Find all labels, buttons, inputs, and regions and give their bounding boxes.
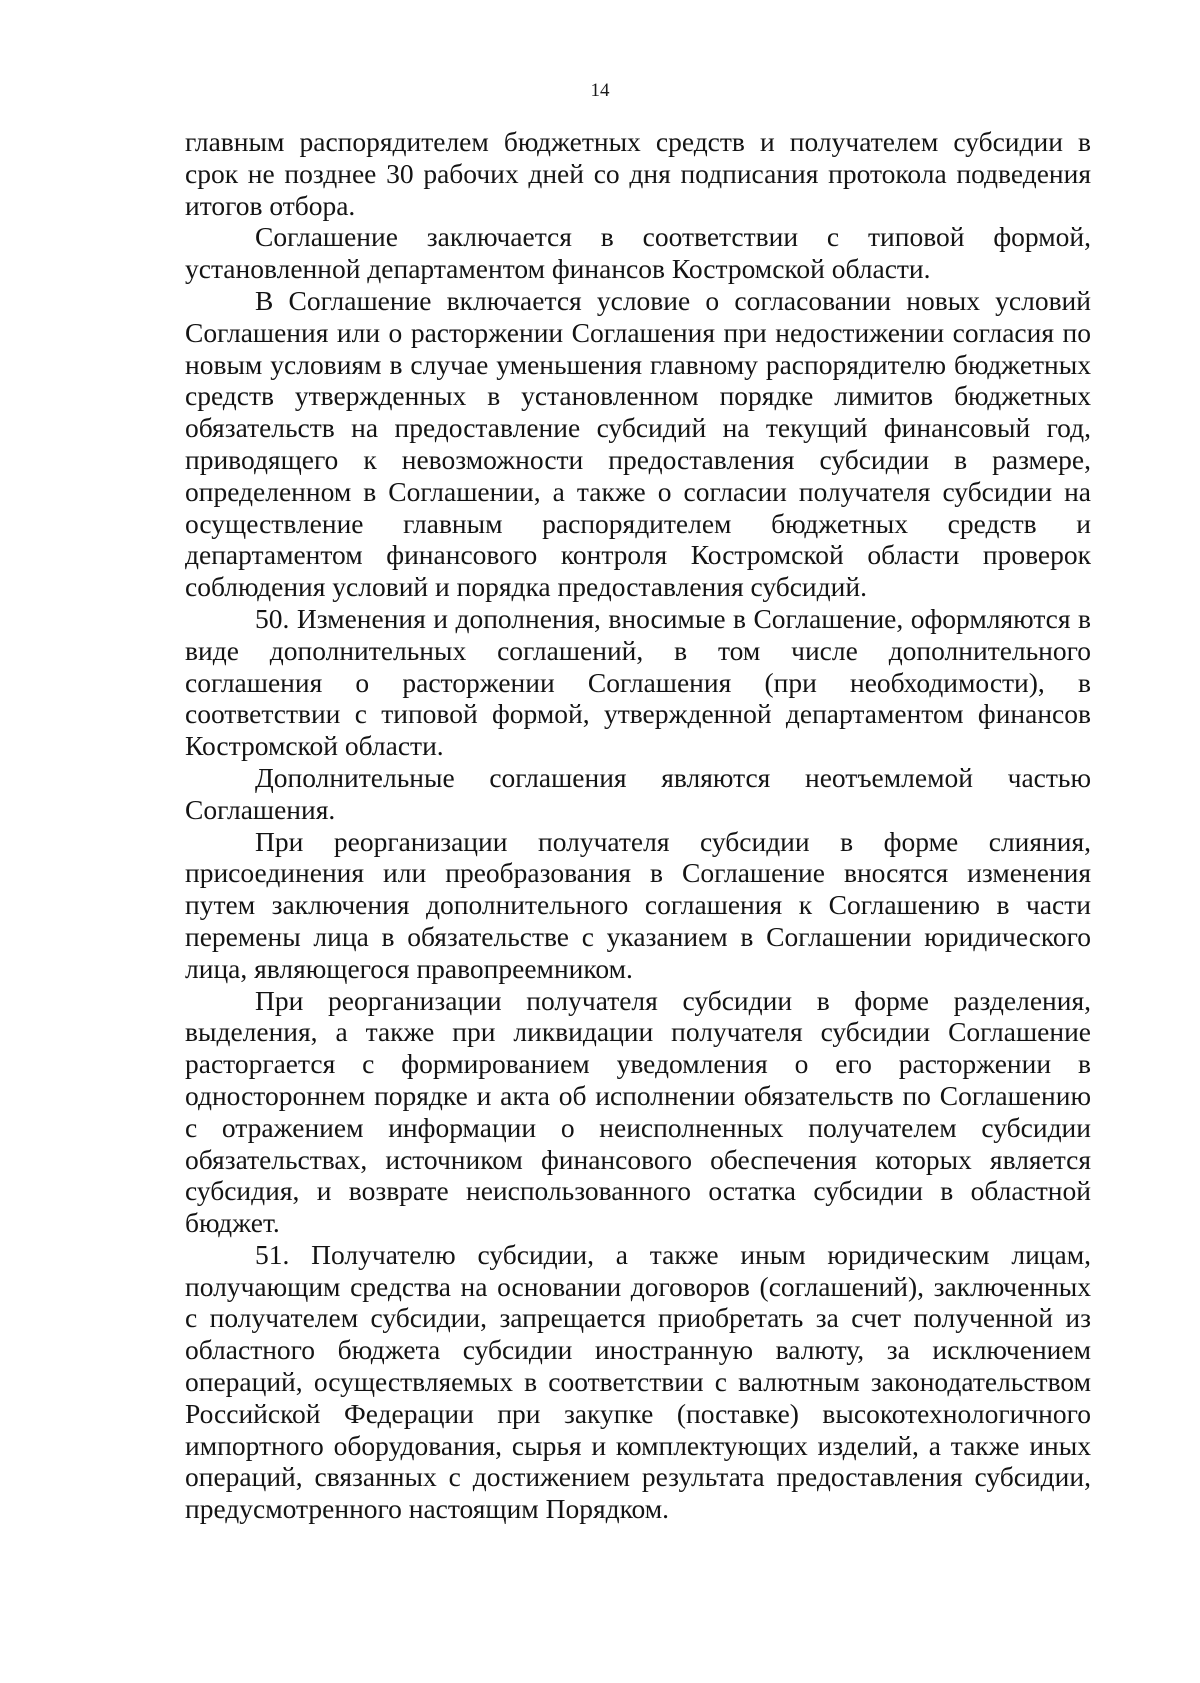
paragraph: Соглашение заключается в соответствии с типовой формой, установленной департаментом финансов Костромской области. bbox=[185, 221, 1091, 285]
paragraph: При реорганизации получателя субсидии в форме разделения, выделения, а также при ликвидации получателя субсидии Соглашение расторгается с формированием уведомления о его расторжении в одностороннем порядке и акта об исполнении обязательств по Соглашению с отражением информации о неисполненных получателем субсидии обязательствах, источником финансового обеспечения которых является субсидия, и возврате неиспользованного остатка субсидии в областной бюджет. bbox=[185, 984, 1091, 1239]
paragraph-item-50: 50. Изменения и дополнения, вносимые в Соглашение, оформляются в виде дополнительных соглашений, в том числе дополнительного соглашения о расторжении Соглашения (при необходимости), в соответствии с типовой формой, утвержденной департаментом финансов Костромской области. bbox=[185, 602, 1091, 762]
page-number: 14 bbox=[590, 80, 610, 101]
paragraph: Дополнительные соглашения являются неотъемлемой частью Соглашения. bbox=[185, 761, 1091, 825]
document-body bbox=[185, 126, 1091, 1525]
paragraph: При реорганизации получателя субсидии в форме слияния, присоединения или преобразования в Соглашение вносятся изменения путем заключения дополнительного соглашения к Соглашению в части перемены лица в обязательстве с указанием в Соглашении юридического лица, являющегося правопреемником. bbox=[185, 825, 1091, 984]
paragraph: главным распорядителем бюджетных средств и получателем субсидии в срок не позднее 30 рабочих дней со дня подписания протокола подведения итогов отбора. bbox=[185, 126, 1091, 221]
paragraph-item-51: 51. Получателю субсидии, а также иным юридическим лицам, получающим средства на основании договоров (соглашений), заключенных с получателем субсидии, запрещается приобретать за счет полученной из областного бюджета субсидии иностранную валюту, за исключением операций, осуществляемых в соответствии с валютным законодательством Российской Федерации при закупке (поставке) высокотехнологичного импортного оборудования, сырья и комплектующих изделий, а также иных операций, связанных с достижением результата предоставления субсидии, предусмотренного настоящим Порядком. bbox=[185, 1238, 1091, 1525]
paragraph: В Соглашение включается условие о согласовании новых условий Соглашения или о расторжении Соглашения при недостижении согласия по новым условиям в случае уменьшения главному распорядителю бюджетных средств утвержденных в установленном порядке лимитов бюджетных обязательств на предоставление субсидий на текущий финансовый год, приводящего к невозможности предоставления субсидии в размере, определенном в Соглашении, а также о согласии получателя субсидии на осуществление главным распорядителем бюджетных средств и департаментом финансового контроля Костромской области проверок соблюдения условий и порядка предоставления субсидий. bbox=[185, 284, 1091, 603]
